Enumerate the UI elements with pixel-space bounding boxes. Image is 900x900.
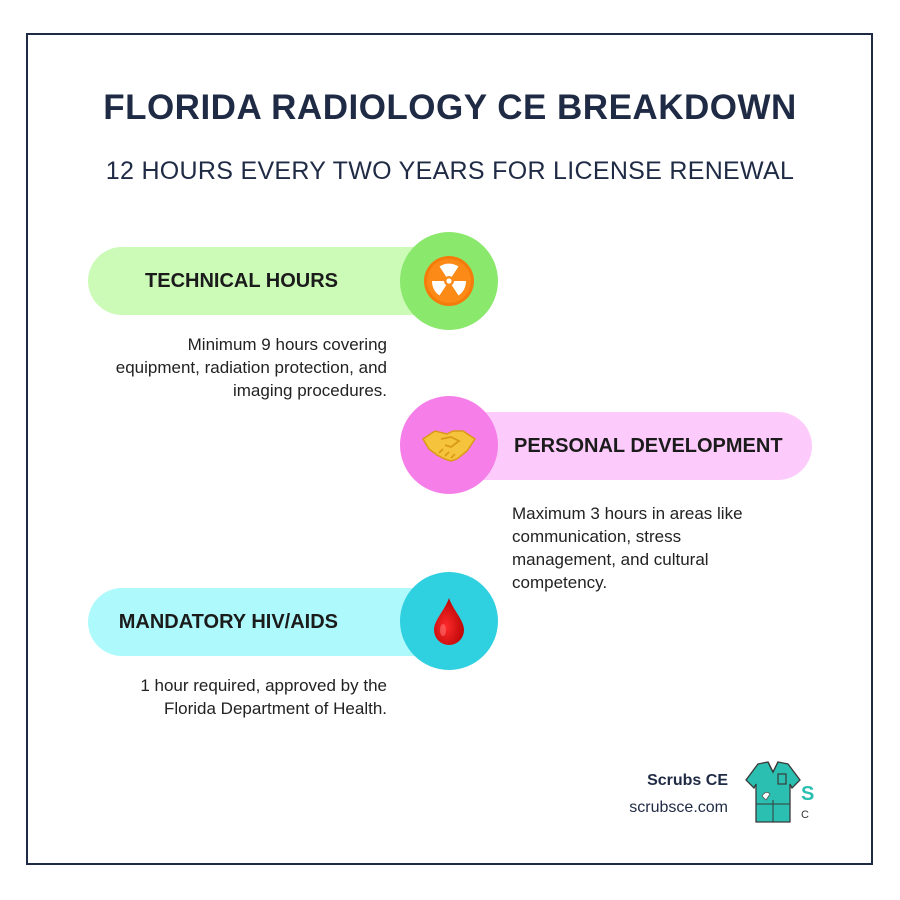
svg-text:S: S <box>801 783 814 805</box>
radioactive-icon <box>423 255 475 307</box>
mandatory-hiv-aids-description: 1 hour required, approved by the Florida Department of Health. <box>140 676 387 718</box>
technical-hours-label: TECHNICAL HOURS <box>145 269 338 292</box>
scrubs-ce-logo <box>744 760 814 826</box>
brand-url[interactable]: scrubsce.com <box>629 799 728 816</box>
technical-hours-icon-circle <box>400 232 498 330</box>
brand-name: Scrubs CE <box>647 772 728 789</box>
personal-development-icon-circle <box>400 396 498 494</box>
scrubs-shirt-icon <box>744 760 814 826</box>
technical-hours-pill <box>88 247 448 315</box>
mandatory-hiv-aids-label: MANDATORY HIV/AIDS <box>118 610 338 633</box>
blood-drop-icon <box>432 596 466 646</box>
page-title: FLORIDA RADIOLOGY CE BREAKDOWN <box>103 88 797 127</box>
technical-hours-description: Minimum 9 hours covering equipment, radiation protection, and imaging procedures. <box>115 335 387 400</box>
svg-text:C: C <box>801 809 809 821</box>
page-subtitle: 12 HOURS EVERY TWO YEARS FOR LICENSE RENEWAL <box>105 157 795 185</box>
handshake-icon <box>421 425 477 465</box>
personal-development-label: PERSONAL DEVELOPMENT <box>514 434 783 457</box>
mandatory-hiv-aids-pill <box>88 588 448 656</box>
mandatory-hiv-aids-icon-circle <box>400 572 498 670</box>
personal-development-description: Maximum 3 hours in areas like communication, stress management, and cultural competency. <box>512 504 743 592</box>
